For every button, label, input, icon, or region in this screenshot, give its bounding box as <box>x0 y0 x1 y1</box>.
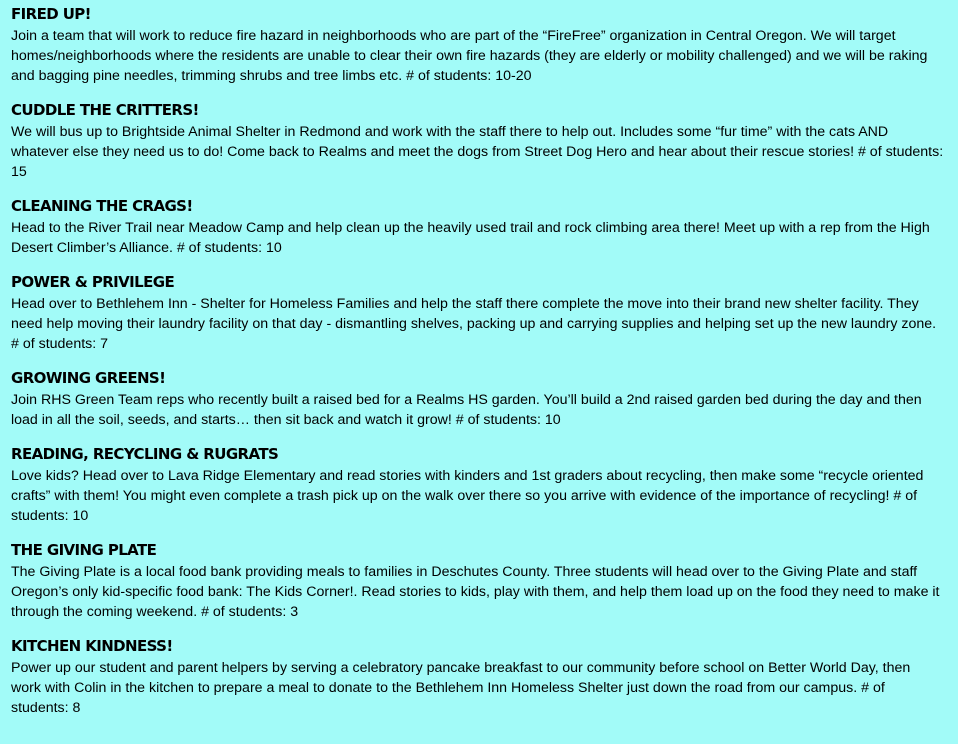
activity-title: THE GIVING PLATE <box>11 541 157 559</box>
activity-kitchen-kindness <box>11 637 944 718</box>
activity-title: CLEANING THE CRAGS! <box>11 197 193 215</box>
activity-description: Head to the River Trail near Meadow Camp and help clean up the heavily used trail and rock climbing area there! Meet up with a rep from the High Desert Climber’s Alliance. # of students: 10 <box>11 220 930 256</box>
activity-reading-recycling-rugrats <box>11 445 944 526</box>
activity-the-giving-plate <box>11 541 944 622</box>
activity-growing-greens <box>11 369 944 430</box>
activity-description: Love kids? Head over to Lava Ridge Elementary and read stories with kinders and 1st graders about recycling, then make some “recycle oriented crafts” with them! You might even complete a trash pick up on the walk over there so you arrive with evidence of the importance of recycling! # of students: 10 <box>11 468 924 524</box>
activity-title: GROWING GREENS! <box>11 369 166 387</box>
activity-power-and-privilege <box>11 273 944 354</box>
activity-cuddle-the-critters <box>11 101 944 182</box>
activity-title: KITCHEN KINDNESS! <box>11 637 173 655</box>
activity-title: POWER & PRIVILEGE <box>11 273 175 291</box>
activity-description: Join a team that will work to reduce fire hazard in neighborhoods who are part of the “FireFree” organization in Central Oregon. We will target homes/neighborhoods where the residents are unable to clear their own fire hazards (they are elderly or mobility challenged) and we will be raking and bagging pine needles, trimming shrubs and tree limbs etc. # of students: 10-20 <box>11 28 928 84</box>
activity-description: Join RHS Green Team reps who recently built a raised bed for a Realms HS garden. You’ll build a 2nd raised garden bed during the day and then load in all the soil, seeds, and starts… then sit back and watch it grow! # of students: 10 <box>11 392 922 428</box>
activity-description: Head over to Bethlehem Inn - Shelter for Homeless Families and help the staff there complete the move into their brand new shelter facility. They need help moving their laundry facility on that day - dismantling shelves, packing up and carrying supplies and helping set up the new laundry zone. # of students: 7 <box>11 296 937 352</box>
activity-title: FIRED UP! <box>11 5 91 23</box>
activity-title: CUDDLE THE CRITTERS! <box>11 101 199 119</box>
activity-title: READING, RECYCLING & RUGRATS <box>11 445 279 463</box>
activity-fired-up <box>11 5 944 86</box>
activity-cleaning-the-crags <box>11 197 944 258</box>
activity-description: The Giving Plate is a local food bank providing meals to families in Deschutes County. Three students will head over to the Giving Plate and staff Oregon’s only kid-specific food bank: The Kids Corner!. Read stories to kids, play with them, and help them load up on the food they need to make it through the coming weekend. # of students: 3 <box>11 564 940 620</box>
activity-description: We will bus up to Brightside Animal Shelter in Redmond and work with the staff there to help out. Includes some “fur time” with the cats AND whatever else they need us to do! Come back to Realms and meet the dogs from Street Dog Hero and hear about their rescue stories! # of students: 15 <box>11 124 944 180</box>
activity-description: Power up our student and parent helpers by serving a celebratory pancake breakfast to our community before school on Better World Day, then work with Colin in the kitchen to prepare a meal to donate to the Bethlehem Inn Homeless Shelter just down the road from our campus. # of students: 8 <box>11 660 911 716</box>
